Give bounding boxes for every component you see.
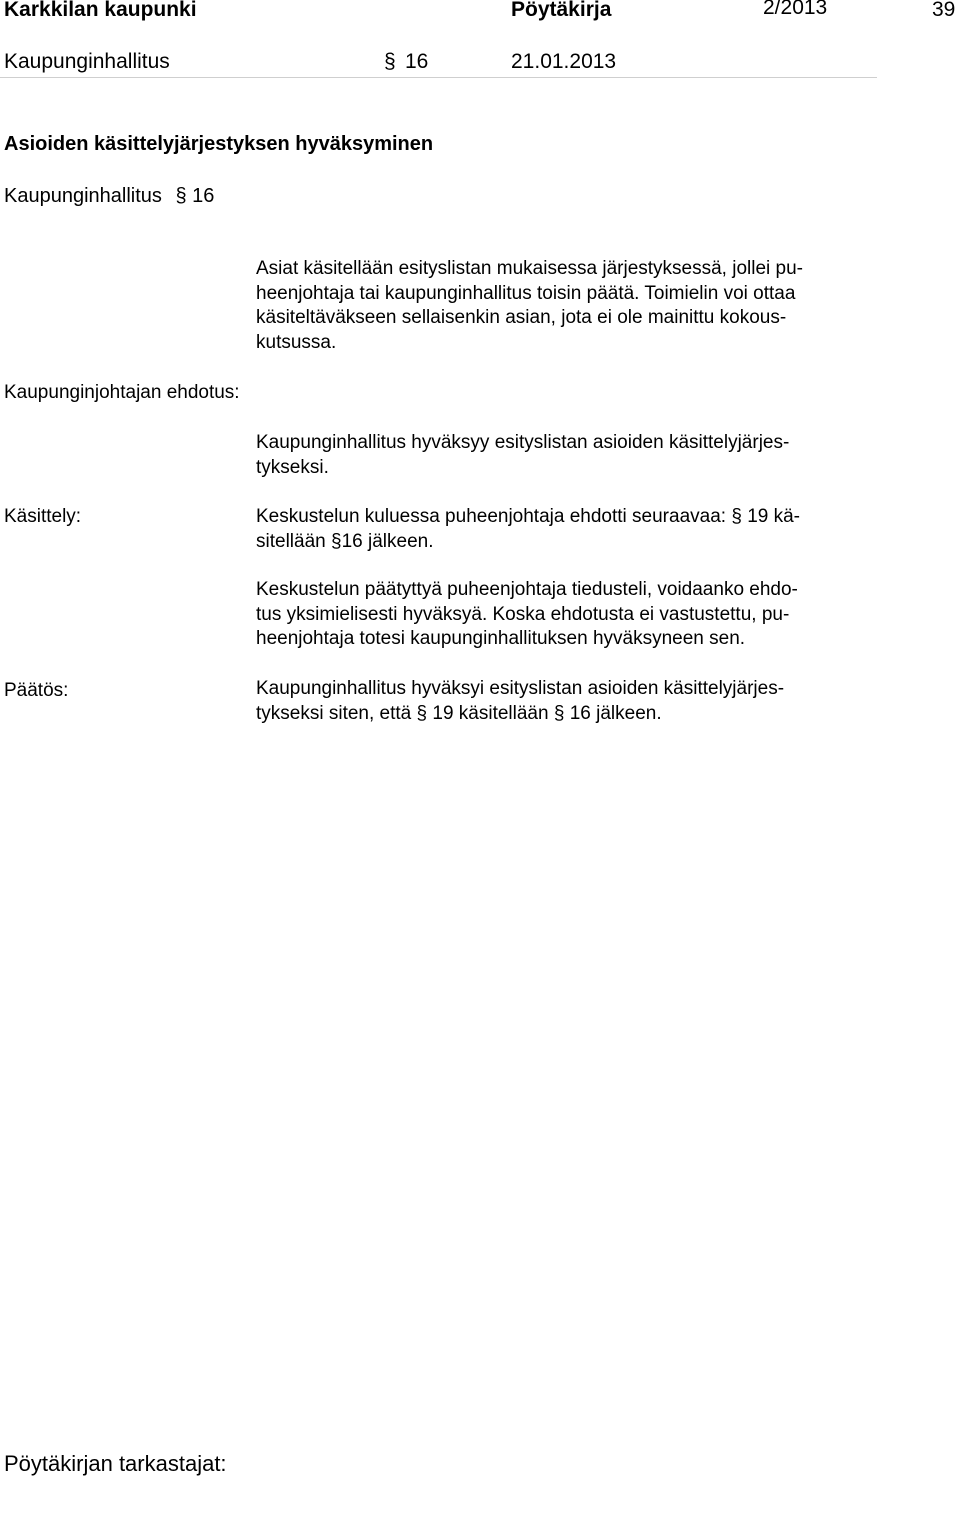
page-number: 39 xyxy=(932,0,956,21)
handling-text: sitellään xyxy=(256,530,331,552)
handling-label: Käsittely: xyxy=(4,506,82,527)
handling-line: heenjohtaja totesi kaupunginhallituksen hyväksyneen sen. xyxy=(256,628,746,649)
handling-text: 19 kä- xyxy=(741,506,801,527)
intro-line: heenjohtaja tai kaupunginhallitus toisin päätä. Toimielin voi ottaa xyxy=(256,282,796,304)
item-reference-sign: § xyxy=(175,185,187,207)
item-reference xyxy=(4,185,214,208)
decision-text: 16 jälkeen. xyxy=(564,702,662,724)
item-reference-section: 16 xyxy=(192,185,215,207)
header-divider xyxy=(0,77,877,78)
proposal-line: Kaupunginhallitus hyväksyy esityslistan asioiden käsittelyjärjes- xyxy=(256,432,790,453)
section-sign: § xyxy=(416,702,428,724)
inspectors-label: Pöytäkirjan tarkastajat: xyxy=(4,1451,227,1476)
item-title: Asioiden käsittelyjärjestyksen hyväksyminen xyxy=(4,133,434,155)
decision-paragraph xyxy=(256,677,871,726)
section-sign: § xyxy=(731,506,742,527)
intro-line: Asiat käsitellään esityslistan mukaisessa järjestyksessä, jollei pu- xyxy=(256,258,804,279)
handling-text: 16 jälkeen. xyxy=(341,530,434,552)
proposal-label: Kaupunginjohtajan ehdotus: xyxy=(4,382,240,403)
organization-name: Karkkilan kaupunki xyxy=(4,0,197,21)
intro-line: käsiteltäväkseen sellaisenkin asian, jota ei ole mainittu kokous- xyxy=(256,307,787,328)
item-reference-body: Kaupunginhallitus xyxy=(4,185,162,207)
decision-line: Kaupunginhallitus hyväksyi esityslistan asioiden käsittelyjärjes- xyxy=(256,678,785,699)
intro-line: kutsussa. xyxy=(256,331,337,353)
document-number: 2/2013 xyxy=(763,0,828,19)
handling-paragraph-2 xyxy=(256,578,871,652)
meeting-date: 21.01.2013 xyxy=(511,50,617,73)
document-type: Pöytäkirja xyxy=(511,0,612,21)
handling-line xyxy=(256,505,871,530)
handling-text: Keskustelun kuluessa puheenjohtaja ehdotti seuraavaa: xyxy=(256,506,732,527)
proposal-paragraph xyxy=(256,431,871,480)
section-sign: § xyxy=(331,530,342,552)
handling-line: Keskustelun päätyttyä puheenjohtaja tiedusteli, voidaanko ehdo- xyxy=(256,579,798,600)
proposal-line: tykseksi. xyxy=(256,456,329,478)
decision-label: Päätös: xyxy=(4,680,69,701)
meeting-body: Kaupunginhallitus xyxy=(4,50,170,73)
decision-text: 19 käsitellään xyxy=(427,702,554,724)
section-sign: § xyxy=(384,50,396,73)
section-sign: § xyxy=(553,702,565,724)
handling-line: tus yksimielisesti hyväksyä. Koska ehdotusta ei vastustettu, pu- xyxy=(256,603,790,625)
decision-text: tykseksi siten, että xyxy=(256,702,417,724)
decision-line xyxy=(256,702,871,727)
section-number: 16 xyxy=(405,50,429,73)
handling-line xyxy=(256,530,871,555)
intro-paragraph xyxy=(256,257,871,355)
handling-paragraph-1 xyxy=(256,505,871,554)
